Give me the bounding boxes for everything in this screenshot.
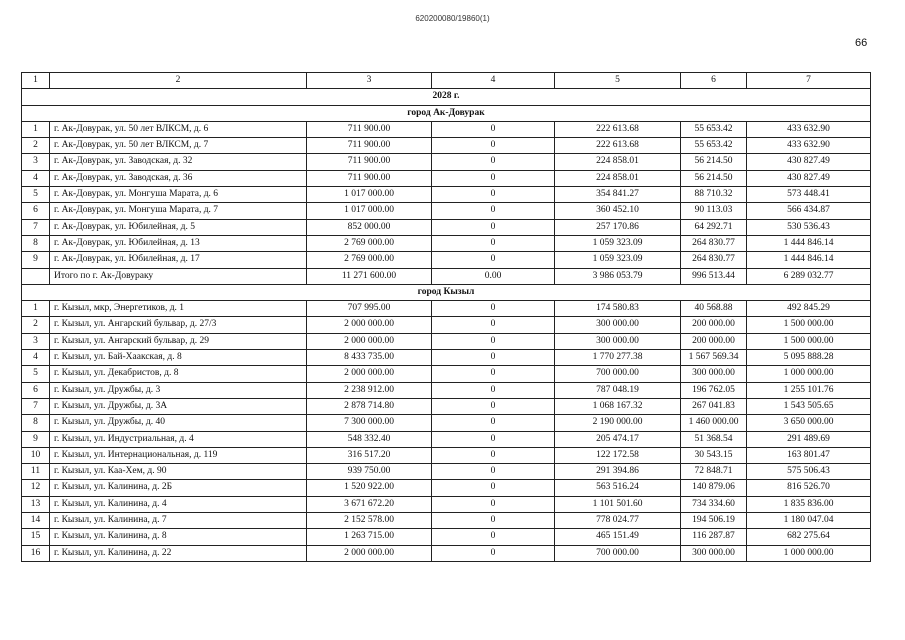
amount-cell-c4: 0 (432, 447, 555, 463)
year-heading: 2028 г. (22, 89, 871, 105)
total-amount-c3: 11 271 600.00 (307, 268, 432, 284)
amount-cell-c4: 0 (432, 219, 555, 235)
row-number: 1 (22, 121, 50, 137)
amount-cell-c4: 0 (432, 301, 555, 317)
amount-cell-c4: 0 (432, 235, 555, 251)
table-row (22, 187, 871, 203)
amount-cell-c4: 0 (432, 513, 555, 529)
amount-cell-c3: 1 017 000.00 (307, 203, 432, 219)
amount-cell-c4: 0 (432, 350, 555, 366)
table-row (22, 301, 871, 317)
table-row (22, 480, 871, 496)
amount-cell-c6: 30 543.15 (681, 447, 747, 463)
amount-cell-c5: 700 000.00 (555, 366, 681, 382)
amount-cell-c4: 0 (432, 366, 555, 382)
amount-cell-c6: 264 830.77 (681, 252, 747, 268)
amount-cell-c3: 2 769 000.00 (307, 252, 432, 268)
address-cell: г. Кызыл, ул. Дружбы, д. 3А (50, 398, 307, 414)
amount-cell-c4: 0 (432, 138, 555, 154)
amount-cell-c7: 163 801.47 (747, 447, 871, 463)
row-number: 12 (22, 480, 50, 496)
amount-cell-c5: 291 394.86 (555, 464, 681, 480)
table-row (22, 154, 871, 170)
total-number-cell (22, 268, 50, 284)
row-number: 4 (22, 350, 50, 366)
amount-cell-c7: 530 536.43 (747, 219, 871, 235)
amount-cell-c7: 433 632.90 (747, 138, 871, 154)
amount-cell-c5: 222 613.68 (555, 138, 681, 154)
row-number: 2 (22, 138, 50, 154)
amount-cell-c6: 194 506.19 (681, 513, 747, 529)
table-row (22, 464, 871, 480)
amount-cell-c3: 2 238 912.00 (307, 382, 432, 398)
amount-cell-c5: 224 858.01 (555, 154, 681, 170)
amount-cell-c4: 0 (432, 415, 555, 431)
amount-cell-c3: 2 000 000.00 (307, 317, 432, 333)
table-row (22, 529, 871, 545)
table-row (22, 447, 871, 463)
row-number: 5 (22, 187, 50, 203)
amount-cell-c3: 2 878 714.80 (307, 398, 432, 414)
amount-cell-c5: 563 516.24 (555, 480, 681, 496)
amount-cell-c6: 1 460 000.00 (681, 415, 747, 431)
table-row (22, 431, 871, 447)
amount-cell-c7: 1 444 846.14 (747, 235, 871, 251)
address-cell: г. Ак-Довурак, ул. Монгуша Марата, д. 7 (50, 203, 307, 219)
address-cell: г. Кызыл, ул. Индустриальная, д. 4 (50, 431, 307, 447)
total-amount-c7: 6 289 032.77 (747, 268, 871, 284)
row-number: 3 (22, 154, 50, 170)
amount-cell-c4: 0 (432, 333, 555, 349)
amount-cell-c4: 0 (432, 203, 555, 219)
row-number: 13 (22, 496, 50, 512)
amount-cell-c6: 734 334.60 (681, 496, 747, 512)
amount-cell-c7: 430 827.49 (747, 170, 871, 186)
column-number-cell: 7 (747, 73, 871, 89)
address-cell: г. Кызыл, ул. Калинина, д. 8 (50, 529, 307, 545)
amount-cell-c6: 116 287.87 (681, 529, 747, 545)
amount-cell-c7: 492 845.29 (747, 301, 871, 317)
amount-cell-c4: 0 (432, 480, 555, 496)
amount-cell-c4: 0 (432, 170, 555, 186)
amount-cell-c5: 700 000.00 (555, 545, 681, 561)
amount-cell-c7: 566 434.87 (747, 203, 871, 219)
address-cell: г. Кызыл, ул. Интернациональная, д. 119 (50, 447, 307, 463)
amount-cell-c5: 465 151.49 (555, 529, 681, 545)
amount-cell-c5: 257 170.86 (555, 219, 681, 235)
total-amount-c4: 0.00 (432, 268, 555, 284)
amount-cell-c3: 2 152 578.00 (307, 513, 432, 529)
amount-cell-c5: 300 000.00 (555, 333, 681, 349)
amount-cell-c4: 0 (432, 252, 555, 268)
amount-cell-c4: 0 (432, 496, 555, 512)
amount-cell-c3: 711 900.00 (307, 170, 432, 186)
amount-cell-c3: 316 517.20 (307, 447, 432, 463)
total-amount-c6: 996 513.44 (681, 268, 747, 284)
amount-cell-c5: 1 059 323.09 (555, 235, 681, 251)
row-number: 11 (22, 464, 50, 480)
amount-cell-c4: 0 (432, 382, 555, 398)
amount-cell-c6: 300 000.00 (681, 366, 747, 382)
row-number: 16 (22, 545, 50, 561)
address-cell: г. Ак-Довурак, ул. Юбилейная, д. 5 (50, 219, 307, 235)
table-row (22, 170, 871, 186)
amount-cell-c5: 354 841.27 (555, 187, 681, 203)
amount-cell-c3: 7 300 000.00 (307, 415, 432, 431)
amount-cell-c5: 360 452.10 (555, 203, 681, 219)
amount-cell-c5: 205 474.17 (555, 431, 681, 447)
amount-cell-c7: 575 506.43 (747, 464, 871, 480)
amount-cell-c5: 222 613.68 (555, 121, 681, 137)
table-row (22, 496, 871, 512)
amount-cell-c3: 711 900.00 (307, 138, 432, 154)
table-row (22, 415, 871, 431)
amount-cell-c3: 1 017 000.00 (307, 187, 432, 203)
amount-cell-c6: 55 653.42 (681, 138, 747, 154)
amount-cell-c6: 140 879.06 (681, 480, 747, 496)
address-cell: г. Ак-Довурак, ул. 50 лет ВЛКСМ, д. 6 (50, 121, 307, 137)
amount-cell-c5: 1 068 167.32 (555, 398, 681, 414)
city-heading-row (22, 105, 871, 121)
amount-cell-c6: 72 848.71 (681, 464, 747, 480)
amount-cell-c3: 548 332.40 (307, 431, 432, 447)
total-amount-c5: 3 986 053.79 (555, 268, 681, 284)
table-row (22, 333, 871, 349)
amount-cell-c6: 40 568.88 (681, 301, 747, 317)
row-number: 8 (22, 235, 50, 251)
address-cell: г. Кызыл, ул. Калинина, д. 22 (50, 545, 307, 561)
amount-cell-c3: 2 769 000.00 (307, 235, 432, 251)
amount-cell-c3: 2 000 000.00 (307, 545, 432, 561)
column-number-cell: 6 (681, 73, 747, 89)
amount-cell-c3: 711 900.00 (307, 154, 432, 170)
address-cell: г. Кызыл, ул. Дружбы, д. 40 (50, 415, 307, 431)
amount-cell-c7: 5 095 888.28 (747, 350, 871, 366)
city-heading-row (22, 284, 871, 300)
amount-cell-c4: 0 (432, 545, 555, 561)
address-cell: г. Кызыл, мкр, Энергетиков, д. 1 (50, 301, 307, 317)
amount-cell-c5: 122 172.58 (555, 447, 681, 463)
row-number: 6 (22, 203, 50, 219)
amount-cell-c6: 200 000.00 (681, 333, 747, 349)
amount-cell-c4: 0 (432, 398, 555, 414)
address-cell: г. Ак-Довурак, ул. Юбилейная, д. 13 (50, 235, 307, 251)
row-number: 9 (22, 431, 50, 447)
amount-cell-c3: 1 263 715.00 (307, 529, 432, 545)
column-number-cell: 3 (307, 73, 432, 89)
amount-cell-c7: 430 827.49 (747, 154, 871, 170)
address-cell: г. Ак-Довурак, ул. Юбилейная, д. 17 (50, 252, 307, 268)
amount-cell-c7: 682 275.64 (747, 529, 871, 545)
amount-cell-c4: 0 (432, 529, 555, 545)
table-row (22, 219, 871, 235)
amount-cell-c4: 0 (432, 154, 555, 170)
column-number-cell: 1 (22, 73, 50, 89)
page-number: 66 (855, 37, 868, 49)
address-cell: г. Ак-Довурак, ул. Заводская, д. 36 (50, 170, 307, 186)
amount-cell-c6: 64 292.71 (681, 219, 747, 235)
document-header-id: 620200080/19860(1) (415, 14, 490, 23)
amount-cell-c6: 88 710.32 (681, 187, 747, 203)
address-cell: г. Ак-Довурак, ул. Заводская, д. 32 (50, 154, 307, 170)
address-cell: г. Ак-Довурак, ул. Монгуша Марата, д. 6 (50, 187, 307, 203)
address-cell: г. Кызыл, ул. Каа-Хем, д. 90 (50, 464, 307, 480)
row-number: 7 (22, 398, 50, 414)
amount-cell-c5: 300 000.00 (555, 317, 681, 333)
amount-cell-c3: 711 900.00 (307, 121, 432, 137)
table-row (22, 545, 871, 561)
amount-cell-c5: 1 059 323.09 (555, 252, 681, 268)
table-row (22, 350, 871, 366)
amount-cell-c7: 816 526.70 (747, 480, 871, 496)
amount-cell-c4: 0 (432, 187, 555, 203)
amount-cell-c3: 3 671 672.20 (307, 496, 432, 512)
row-number: 8 (22, 415, 50, 431)
amount-cell-c6: 1 567 569.34 (681, 350, 747, 366)
table-row (22, 203, 871, 219)
amount-cell-c5: 1 770 277.38 (555, 350, 681, 366)
amount-cell-c7: 1 444 846.14 (747, 252, 871, 268)
table-row (22, 252, 871, 268)
amount-cell-c5: 224 858.01 (555, 170, 681, 186)
amount-cell-c7: 1 180 047.04 (747, 513, 871, 529)
amount-cell-c6: 56 214.50 (681, 170, 747, 186)
amount-cell-c5: 1 101 501.60 (555, 496, 681, 512)
amount-cell-c5: 2 190 000.00 (555, 415, 681, 431)
amount-cell-c3: 2 000 000.00 (307, 333, 432, 349)
address-cell: г. Кызыл, ул. Калинина, д. 2Б (50, 480, 307, 496)
amount-cell-c4: 0 (432, 121, 555, 137)
address-cell: г. Кызыл, ул. Ангарский бульвар, д. 27/3 (50, 317, 307, 333)
register-table (21, 72, 871, 562)
address-cell: г. Кызыл, ул. Калинина, д. 7 (50, 513, 307, 529)
amount-cell-c7: 1 000 000.00 (747, 366, 871, 382)
amount-cell-c6: 90 113.03 (681, 203, 747, 219)
row-number: 4 (22, 170, 50, 186)
column-number-cell: 5 (555, 73, 681, 89)
row-number: 14 (22, 513, 50, 529)
amount-cell-c4: 0 (432, 464, 555, 480)
address-cell: г. Кызыл, ул. Ангарский бульвар, д. 29 (50, 333, 307, 349)
amount-cell-c7: 291 489.69 (747, 431, 871, 447)
address-cell: г. Кызыл, ул. Калинина, д. 4 (50, 496, 307, 512)
row-number: 9 (22, 252, 50, 268)
row-number: 15 (22, 529, 50, 545)
amount-cell-c6: 56 214.50 (681, 154, 747, 170)
amount-cell-c3: 852 000.00 (307, 219, 432, 235)
amount-cell-c7: 1 000 000.00 (747, 545, 871, 561)
total-row (22, 268, 871, 284)
amount-cell-c6: 200 000.00 (681, 317, 747, 333)
table-row (22, 235, 871, 251)
amount-cell-c7: 3 650 000.00 (747, 415, 871, 431)
amount-cell-c6: 300 000.00 (681, 545, 747, 561)
city-heading: город Кызыл (22, 284, 871, 300)
year-heading-row (22, 89, 871, 105)
city-heading: город Ак-Довурак (22, 105, 871, 121)
row-number: 1 (22, 301, 50, 317)
amount-cell-c4: 0 (432, 431, 555, 447)
amount-cell-c6: 51 368.54 (681, 431, 747, 447)
amount-cell-c7: 1 500 000.00 (747, 317, 871, 333)
amount-cell-c6: 55 653.42 (681, 121, 747, 137)
amount-cell-c7: 433 632.90 (747, 121, 871, 137)
amount-cell-c7: 1 543 505.65 (747, 398, 871, 414)
amount-cell-c7: 1 835 836.00 (747, 496, 871, 512)
amount-cell-c3: 8 433 735.00 (307, 350, 432, 366)
amount-cell-c3: 2 000 000.00 (307, 366, 432, 382)
amount-cell-c6: 264 830.77 (681, 235, 747, 251)
address-cell: г. Кызыл, ул. Декабристов, д. 8 (50, 366, 307, 382)
register-table-body (22, 73, 871, 562)
amount-cell-c4: 0 (432, 317, 555, 333)
amount-cell-c3: 1 520 922.00 (307, 480, 432, 496)
row-number: 7 (22, 219, 50, 235)
total-label: Итого по г. Ак-Довураку (50, 268, 307, 284)
column-number-cell: 2 (50, 73, 307, 89)
amount-cell-c7: 573 448.41 (747, 187, 871, 203)
table-row (22, 513, 871, 529)
table-row (22, 398, 871, 414)
amount-cell-c6: 267 041.83 (681, 398, 747, 414)
row-number: 6 (22, 382, 50, 398)
table-row (22, 366, 871, 382)
address-cell: г. Кызыл, ул. Дружбы, д. 3 (50, 382, 307, 398)
amount-cell-c3: 707 995.00 (307, 301, 432, 317)
row-number: 10 (22, 447, 50, 463)
row-number: 3 (22, 333, 50, 349)
table-row (22, 138, 871, 154)
amount-cell-c7: 1 500 000.00 (747, 333, 871, 349)
address-cell: г. Ак-Довурак, ул. 50 лет ВЛКСМ, д. 7 (50, 138, 307, 154)
table-row (22, 121, 871, 137)
column-number-cell: 4 (432, 73, 555, 89)
amount-cell-c7: 1 255 101.76 (747, 382, 871, 398)
table-row (22, 382, 871, 398)
amount-cell-c5: 174 580.83 (555, 301, 681, 317)
amount-cell-c5: 778 024.77 (555, 513, 681, 529)
column-number-row (22, 73, 871, 89)
amount-cell-c5: 787 048.19 (555, 382, 681, 398)
address-cell: г. Кызыл, ул. Бай-Хаакская, д. 8 (50, 350, 307, 366)
amount-cell-c6: 196 762.05 (681, 382, 747, 398)
amount-cell-c3: 939 750.00 (307, 464, 432, 480)
row-number: 2 (22, 317, 50, 333)
row-number: 5 (22, 366, 50, 382)
table-row (22, 317, 871, 333)
